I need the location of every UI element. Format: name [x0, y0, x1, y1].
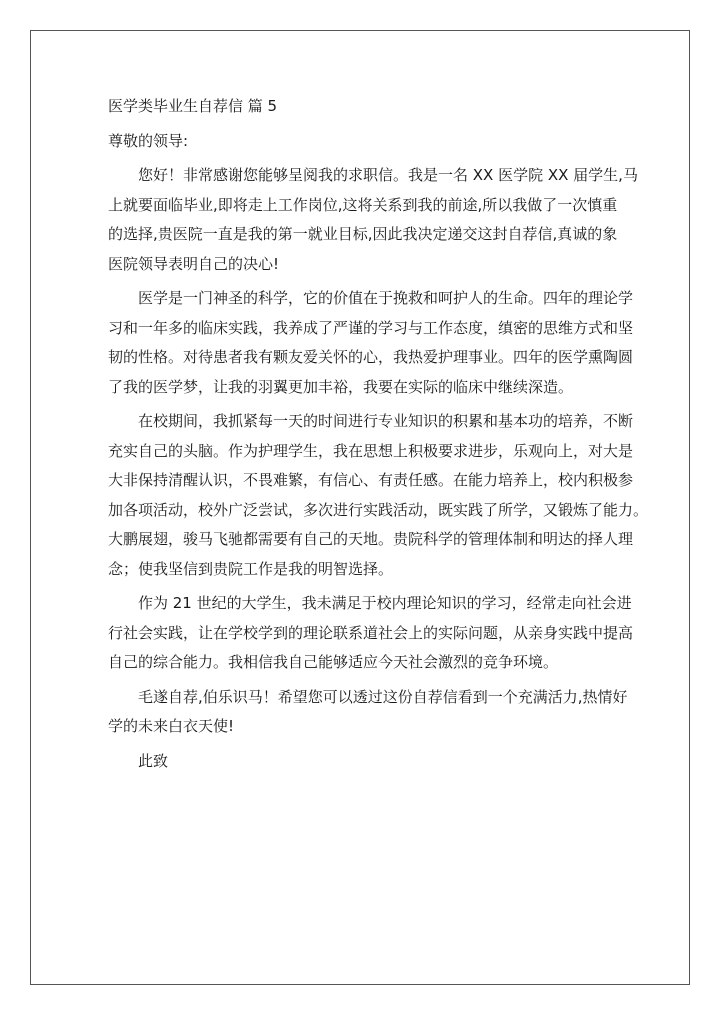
paragraph-line: 加各项活动，校外广泛尝试，多次进行实践活动，既实践了所学，又锻炼了能力。: [108, 500, 649, 519]
paragraph-line: 学的未来白衣天使!: [108, 717, 235, 735]
paragraph-line: 毛遂自荐,伯乐识马！希望您可以透过这份自荐信看到一个充满活力,热情好: [138, 687, 628, 706]
paragraph-line: 韧的性格。对待患者我有颗友爱关怀的心，我热爱护理事业。四年的医学熏陶圆: [108, 348, 634, 366]
paragraph-line: 习和一年多的临床实践，我养成了严谨的学习与工作态度，缜密的思维方式和坚: [108, 318, 634, 337]
salutation: 尊敬的领导:: [108, 131, 189, 150]
paragraph-line: 了我的医学梦，让我的羽翼更加丰裕，我要在实际的临床中继续深造。: [108, 377, 574, 396]
paragraph-line: 在校期间，我抓紧每一天的时间进行专业知识的积累和基本功的培养，不断: [138, 412, 634, 430]
paragraph-line: 行社会实践，让在学校学到的理论联系道社会上的实际问题，从亲身实践中提高: [108, 623, 634, 642]
paragraph-line: 自己的综合能力。我相信我自己能够适应今天社会激烈的竞争环境。: [108, 653, 559, 671]
paragraph-line: 您好！非常感谢您能够呈阅我的求职信。我是一名 XX 医学院 XX 届学生,马: [138, 166, 638, 184]
paragraph-line: 作为 21 世纪的大学生，我未满足于校内理论知识的学习，经常走向社会进: [138, 594, 632, 612]
paragraph-line: 医学是一门神圣的科学，它的价值在于挽救和呵护人的生命。四年的理论学: [138, 289, 634, 307]
closing: 此致: [138, 751, 169, 770]
document-title: 医学类毕业生自荐信 篇 5: [108, 97, 278, 115]
paragraph-line: 上就要面临毕业,即将走上工作岗位,这将关系到我的前途,所以我做了一次慎重: [108, 195, 618, 214]
paragraph-line: 医院领导表明自己的决心!: [108, 254, 280, 273]
paragraph-line: 充实自己的头脑。作为护理学生，我在思想上积极要求进步，乐观向上，对大是: [108, 441, 634, 460]
paragraph-recommend: [108, 683, 628, 742]
paragraph-line: 大鹏展翅，骏马飞驰都需要有自己的天地。贵院科学的管理体制和明达的择人理: [108, 530, 634, 548]
paragraph-line: 的选择,贵医院一直是我的第一就业目标,因此我决定递交这封自荐信,真诚的象: [108, 225, 618, 243]
paragraph-school: [108, 407, 649, 584]
paragraph-practice: [108, 589, 634, 678]
paragraph-line: 大非保持清醒认识，不畏难繁，有信心、有责任感。在能力培养上，校内积极参: [108, 471, 634, 489]
paragraph-greeting: [108, 161, 638, 279]
paragraph-line: 念；使我坚信到贵院工作是我的明智选择。: [108, 559, 394, 578]
letter-content: [108, 92, 649, 776]
paragraph-medicine: [108, 284, 634, 402]
